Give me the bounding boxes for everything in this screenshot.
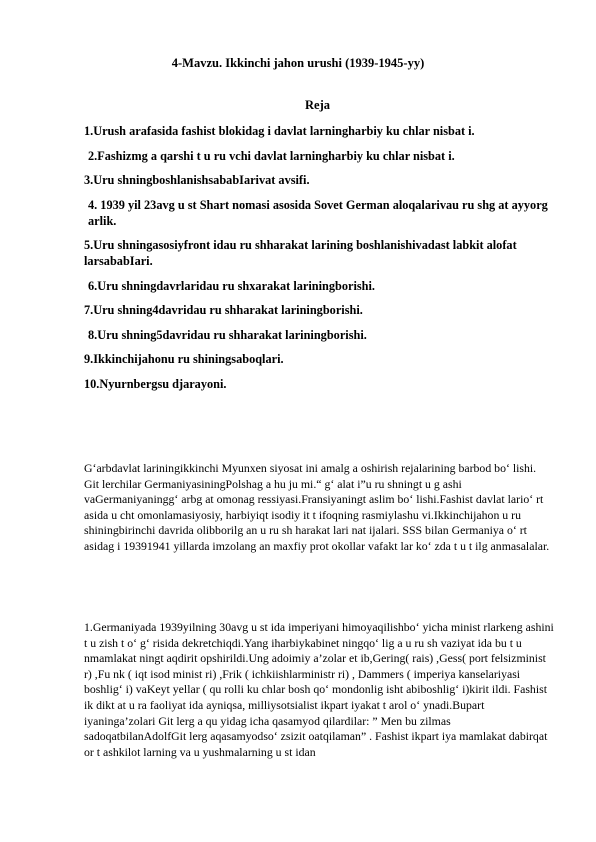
plan-item-2: 2.Fashizmg a qarshi t u ru vchi davlat larningharbiy ku chlar nisbat i. bbox=[88, 148, 455, 163]
document-title: 4-Mavzu. Ikkinchi jahon urushi (1939-1945-yy) bbox=[171, 56, 425, 70]
plan-item-7: 7.Uru shning4davridau ru shharakat lariningborishi. bbox=[84, 303, 363, 317]
body-paragraph-section-1: 1.Germaniyada 1939yilning 30avg u st ida imperiyani himoyaqilishbo‘ yicha minist rlarkeng ashini t u zish t o‘ g‘ risida dekretchiqdi.Yang iharbiykabinet ningqo‘ lig a u ru sh vaziyat ida bu t u nmamlakat ningt aqdirit opshirildi.Ung adoimiy a’zolar et ib,Gering( rais) ,Gess( port felsizminist r) ,Fu nk ( iqt isod minist ri) ,Frik ( ichkiishlarministr ri) , Dammers ( imperiya kanselariyasi boshlig‘ i) vaKeyt yellar ( qu rolli ku chlar bosh qo‘ mondonlig isht abiboshlig‘ i)kirit ildi. Fashist ik dikt at u ra faoliyat ida ayniqsa, milliysotsialist ikpart iyakat t arol o‘ ynadi.Bupart iyaninga’zolari Git lerg a qu yidag icha qasamyod qilardilar: ” Men bu zilmas sadoqatbilanAdolfGit lerg aqasamyodso‘ zsizit oatqilaman” . Fashist ikpart iya mamlakat dabirqat or t ashkilot larning va u yushmalarning u st idan bbox=[84, 620, 554, 759]
plan-item-8: 8.Uru shning5davridau ru shharakat lariningborishi. bbox=[88, 327, 367, 342]
body-paragraph-intro: G‘arbdavlat lariningikkinchi Myunxen siyosat ini amalg a oshirish rejalarining barbod bo‘ lishi. Git lerchilar GermaniyasiningPolshag a hu ju mi.“ g‘ alat i”u ru shningt u g ashi vaGermaniyaningg‘ arbg at omonag ressiyasi.Fransiyaningt aslim bo‘ lishi.Fashist davlat lario‘ rt asida u cht omonlamasiyosiy, harbiyiqt isodiy it t ifoqning rasmiylashu vi.Ikkinchijahon u ru shiningbirinchi davrida olibborilg an u ru sh harakat lari nat ijalari. SSS bilan Germaniya o‘ rt asidag i 19391941 yillarda imzolang an maxfiy prot okollar vafakt lar ko‘ zda t u t ilg anmasalalar. bbox=[84, 461, 550, 553]
plan-item-6: 6.Uru shningdavrlaridau ru shxarakat lariningborishi. bbox=[88, 278, 375, 293]
plan-item-4: 4. 1939 yil 23avg u st Shart nomasi asosida Sovet German aloqalarivau ru shg at ayyorg arlik. bbox=[88, 197, 548, 228]
plan-item-9: 9.Ikkinchijahonu ru shiningsaboqlari. bbox=[84, 352, 284, 366]
plan-heading: Reja bbox=[305, 98, 330, 112]
plan-item-1: 1.Urush arafasida fashist blokidag i davlat larningharbiy ku chlar nisbat i. bbox=[84, 124, 475, 138]
plan-item-3: 3.Uru shningboshlanishsababIarivat avsifi. bbox=[84, 173, 310, 187]
plan-item-10: 10.Nyurnbergsu djarayoni. bbox=[84, 376, 227, 391]
plan-item-5: 5.Uru shningasosiyfront idau ru shharakat larining boshlanishivadast labkit alofat larsababIari. bbox=[84, 238, 517, 268]
plan-list bbox=[84, 123, 554, 400]
